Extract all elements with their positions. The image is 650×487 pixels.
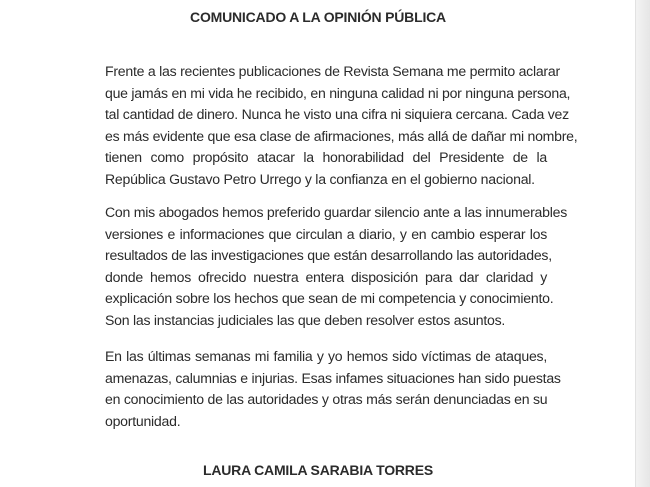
paragraph-line: oportunidad. (105, 412, 181, 429)
paragraph-line: versiones e informaciones que circulan a diario, y en cambio esperar los (105, 225, 547, 242)
paragraph-line: que jamás en mi vida he recibido, en ninguna calidad ni por ninguna persona, (105, 84, 571, 101)
paragraph-line: República Gustavo Petro Urrego y la confianza en el gobierno nacional. (105, 170, 535, 187)
paragraph-line: explicación sobre los hechos que sean de mi competencia y conocimiento. (105, 290, 554, 307)
signature-name: LAURA CAMILA SARABIA TORRES (202, 462, 433, 478)
paragraph-line: En las últimas semanas mi familia y yo hemos sido víctimas de ataques, (105, 348, 547, 364)
page-edge-shadow (635, 0, 650, 487)
paragraph-line: resultados de las investigaciones que están desarrollando las autoridades, (105, 247, 552, 264)
paragraph-line: amenazas, calumnias e injurias. Esas infames situaciones han sido puestas (105, 369, 561, 386)
paragraph-3 (105, 346, 561, 432)
paragraph-line: tienen como propósito atacar la honorabilidad del Presidente de la (105, 149, 547, 166)
paragraph-line: donde hemos ofrecido nuestra entera disposición para dar claridad y (105, 268, 547, 285)
paragraph-line: Son las instancias judiciales las que deben resolver estos asuntos. (105, 311, 506, 328)
paragraph-1 (105, 61, 578, 191)
document-title: COMUNICADO A LA OPINIÓN PÚBLICA (190, 9, 446, 25)
paragraph-line: en conocimiento de las autoridades y otras más serán denunciadas en su (105, 391, 548, 408)
paragraph-line: es más evidente que esa clase de afirmaciones, más allá de dañar mi nombre, (105, 127, 578, 144)
paragraph-line: Frente a las recientes publicaciones de Revista Semana me permito aclarar (105, 63, 560, 79)
paragraph-line: tal cantidad de dinero. Nunca he visto una cifra ni siquiera cercana. Cada vez (105, 106, 569, 123)
paragraph-2 (105, 202, 567, 332)
paragraph-line: Con mis abogados hemos preferido guardar silencio ante a las innumerables (105, 204, 567, 220)
